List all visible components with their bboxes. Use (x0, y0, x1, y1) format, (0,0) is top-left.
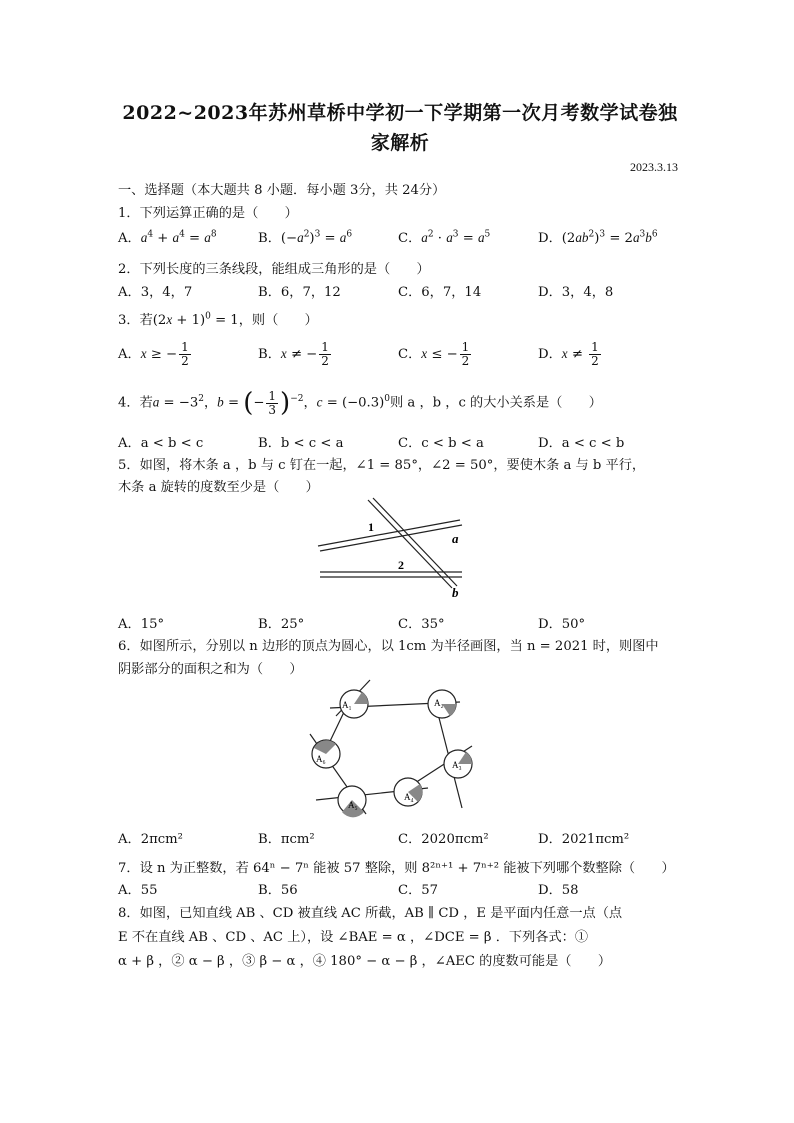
q6-option-d: D．2021πcm² (538, 832, 630, 847)
vertex-label-a3: A₃ (452, 760, 462, 770)
angle-label-2: 2 (398, 558, 404, 572)
q2-option-d: D．3，4，8 (538, 285, 614, 300)
q5-stem-line2: 木条 a 旋转的度数至少是（ ） (118, 480, 319, 495)
q1-option-d: D．$(2ab^2)^3 = 2a^3b^6$ (538, 229, 658, 246)
q4-stem: 4．若$a = -3^2$，b = (− $\frac{1}{3}$ )$^{-2}$，$c = (-0.3)^0$则 a ，b ，c 的大小关系是（ ） (118, 388, 602, 418)
q8-stem-line1: 8．如图，已知直线 AB 、CD 被直线 AC 所截，AB ∥ CD ，E 是平面内任意一点（点 (118, 906, 623, 921)
q1-option-c: C．$a^2 \cdot a^3 = a^5$ (398, 229, 491, 246)
q2-option-a: A．3，4，7 (118, 285, 193, 300)
q3-option-d: D．x ≠ $\frac{1}{2}$ (538, 340, 599, 368)
q2-stem: 2．下列长度的三条线段，能组成三角形的是（ ） (118, 262, 430, 277)
angle-label-1: 1 (368, 520, 374, 534)
q6-stem-line2: 阴影部分的面积之和为（ ） (118, 662, 303, 677)
vertex-label-a2: A₂ (434, 698, 444, 708)
q4-option-a: A．a < b < c (118, 436, 204, 451)
q3-option-b: B．x ≠ − $\frac{1}{2}$ (258, 340, 329, 368)
vertex-label-a1: A₁ (342, 700, 352, 710)
q7-options (118, 879, 678, 901)
q5-option-c: C．35° (398, 617, 445, 632)
q7-option-c: C．57 (398, 883, 439, 898)
q7-option-a: A．55 (118, 883, 158, 898)
q1-option-b: B．$(-a^2)^3 = a^6$ (258, 229, 353, 246)
q7-stem: 7．设 n 为正整数，若 64ⁿ − 7ⁿ 能被 57 整除，则 8²ⁿ⁺¹ + 7ⁿ⁺² 能被下列哪个数整除（ ） (118, 861, 675, 876)
q2-option-b: B．6，7，12 (258, 285, 341, 300)
q3-option-a: A．x ≥ − $\frac{1}{2}$ (118, 340, 189, 368)
q2-options (118, 281, 678, 303)
q4-option-d: D．a < c < b (538, 436, 625, 451)
vertex-label-a5: A₅ (348, 800, 358, 810)
q4-option-c: C．c < b < a (398, 436, 484, 451)
q6-option-a: A．2πcm² (118, 832, 183, 847)
q1-option-a: A．$a^4 + a^4 = a^8$ (118, 229, 217, 246)
q5-option-b: B．25° (258, 617, 305, 632)
q5-stem-line1: 5．如图，将木条 a ，b 与 c 钉在一起，∠1 = 85°，∠2 = 50°，要使木条 a 与 b 平行， (118, 458, 646, 473)
vertex-label-a4: A₄ (404, 792, 414, 802)
q6-option-c: C．2020πcm² (398, 832, 489, 847)
q3-stem: 3．若$(2x + 1)^0 = 1$，则（ ） (118, 311, 318, 328)
stick-a (318, 520, 462, 551)
q7-option-d: D．58 (538, 883, 579, 898)
q5-figure (312, 496, 472, 602)
q4-option-b: B．b < c < a (258, 436, 344, 451)
q2-option-c: C．6，7，14 (398, 285, 482, 300)
line-label-a: a (452, 531, 459, 546)
q6-option-b: B．πcm² (258, 832, 315, 847)
q5-option-a: A．15° (118, 617, 165, 632)
q5-options (118, 613, 678, 635)
line-label-b: b (452, 585, 459, 600)
q8-stem-line3: α + β ，② α − β ，③ β − α ，④ 180° − α − β ，∠AEC 的度数可能是（ ） (118, 954, 612, 969)
q3-options (118, 341, 678, 375)
q4-options (118, 432, 678, 454)
section-heading: 一、选择题（本大题共 8 小题．每小题 3分，共 24分） (118, 183, 446, 198)
q1-options (118, 227, 678, 249)
vertex-label-a6: A₆ (316, 754, 326, 764)
stick-c (368, 498, 457, 588)
page-title-line2: 家解析 (370, 132, 430, 154)
page-title-line1: 2022~2023年苏州草桥中学初一下学期第一次月考数学试卷独 (122, 102, 678, 124)
q6-polygon-figure (300, 676, 480, 818)
q7-option-b: B．56 (258, 883, 298, 898)
q1-stem: 1．下列运算正确的是（ ） (118, 206, 298, 221)
exam-date: 2023.3.13 (630, 160, 678, 174)
q6-options (118, 828, 678, 850)
q8-stem-line2: E 不在直线 AB 、CD 、AC 上），设 ∠BAE = α ，∠DCE = β ．下列各式：① (118, 930, 589, 945)
q5-option-d: D．50° (538, 617, 586, 632)
q6-stem-line1: 6．如图所示，分别以 n 边形的顶点为圆心，以 1cm 为半径画图，当 n = 2021 时，则图中 (118, 639, 659, 654)
q3-option-c: C．x ≤ − $\frac{1}{2}$ (398, 340, 470, 368)
